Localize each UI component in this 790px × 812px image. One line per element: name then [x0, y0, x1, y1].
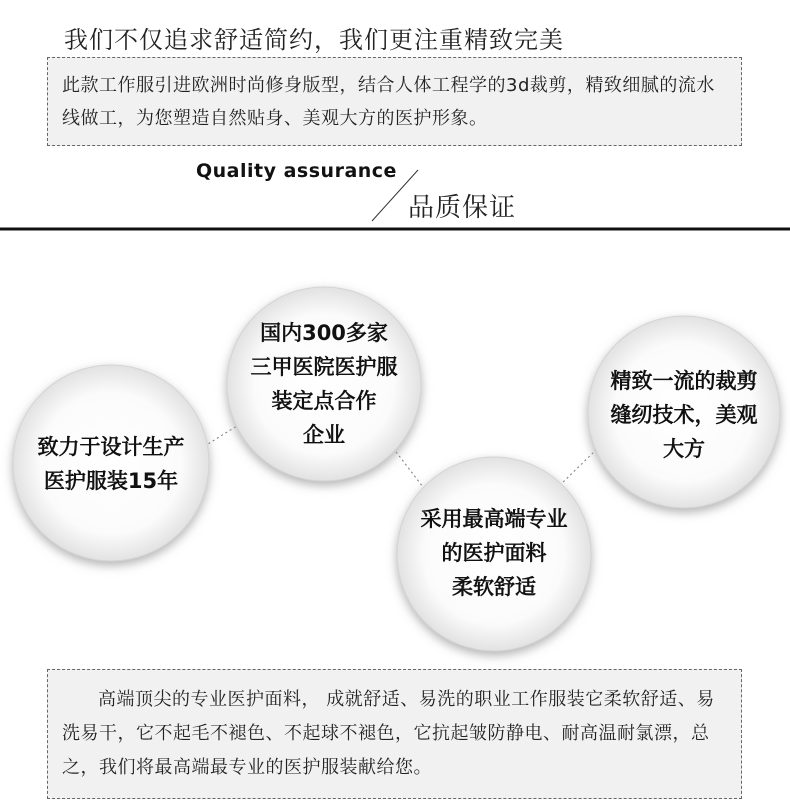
- feature-3-text: [394, 502, 594, 604]
- feature-1-text: [11, 430, 211, 498]
- feature-1-line-1: 致力于设计生产: [37, 435, 185, 459]
- feature-2-line-3: 装定点合作: [271, 389, 377, 413]
- feature-4-line-2: 缝纫技术，美观: [610, 403, 758, 427]
- headline: 我们不仅追求舒适简约，我们更注重精致完美: [64, 26, 564, 54]
- feature-3-line-2: 的医护面料: [441, 541, 547, 565]
- feature-1-line-2: 医护服装15年: [43, 469, 179, 493]
- summary-text: 高端顶尖的专业医护面料， 成就舒适、易洗的职业工作服装它柔软舒适、易洗易干，它不起毛不褪色、不起球不褪色，它抗起皱防静电、耐高温耐氯漂，总之，我们将最高端最专业的医护服装献给您。: [62, 689, 715, 778]
- feature-2-line-1: 国内300多家: [260, 321, 388, 345]
- feature-2-line-2: 三甲医院医护服: [250, 355, 398, 379]
- feature-3-line-3: 柔软舒适: [452, 575, 536, 599]
- intro-text: 此款工作服引进欧洲时尚修身版型，结合人体工程学的3d裁剪，精致细腻的流水线做工，为您塑造自然贴身、美观大方的医护形象。: [62, 75, 715, 129]
- quality-assurance-chinese: 品质保证: [408, 193, 517, 223]
- feature-2-line-4: 企业: [303, 423, 345, 447]
- feature-4-line-3: 大方: [663, 437, 705, 461]
- feature-2-text: [224, 316, 424, 452]
- summary-box: [47, 669, 742, 799]
- quality-assurance-english: Quality assurance: [196, 160, 397, 182]
- feature-4-line-1: 精致一流的裁剪: [610, 369, 758, 393]
- feature-4-text: [584, 364, 784, 466]
- feature-3-line-1: 采用最高端专业: [420, 507, 568, 531]
